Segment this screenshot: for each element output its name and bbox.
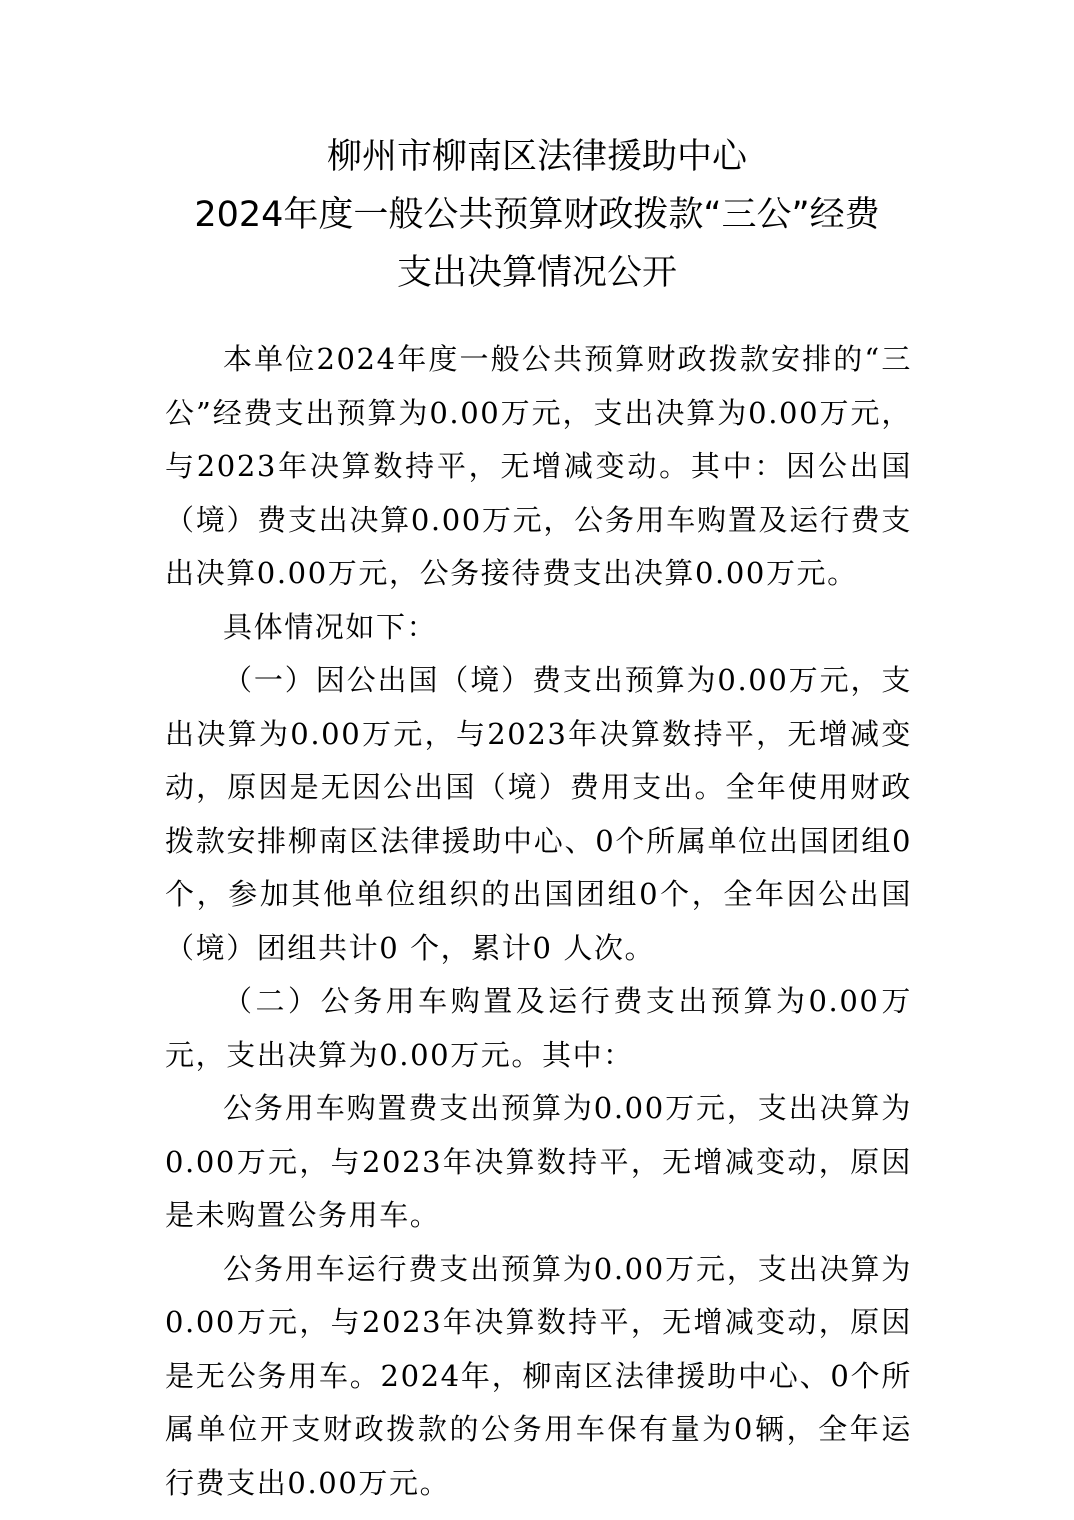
paragraph-vehicle-operation: 公务用车运行费支出预算为0.00万元，支出决算为0.00万元，与2023年决算数持平，无增减变动，原因是无公务用车。2024年，柳南区法律援助中心、0个所属单位开支财政拨款的公务用车保有量为0辆，全年运行费支出0.00万元。: [165, 1251, 912, 1500]
title-line-3: 支出决算情况公开: [396, 253, 677, 293]
title-line-2: 2024年度一般公共预算财政拨款“三公”经费: [194, 195, 880, 235]
title-line-1: 柳州市柳南区法律援助中心: [326, 137, 747, 177]
paragraph-vehicle-purchase: 公务用车购置费支出预算为0.00万元，支出决算为0.00万元，与2023年决算数持平，无增减变动，原因是未购置公务用车。: [165, 1091, 912, 1232]
paragraph-details-intro: 具体情况如下：: [223, 609, 438, 644]
paragraph-vehicle-overview: （二）公务用车购置及运行费支出预算为0.00万元，支出决算为0.00万元。其中：: [165, 984, 912, 1072]
paragraph-overseas-travel: （一）因公出国（境）费支出预算为0.00万元，支出决算为0.00万元，与2023年决算数持平，无增减变动，原因是无因公出国（境）费用支出。全年使用财政拨款安排柳南区法律援助中心、0个所属单位出国团组0个，参加其他单位组织的出国团组0个，全年因公出国（境）团组共计0 个，累计0 人次。: [165, 663, 912, 965]
document-title: [140, 128, 934, 302]
document-body: [165, 333, 912, 1510]
paragraph-summary: 本单位2024年度一般公共预算财政拨款安排的“三公”经费支出预算为0.00万元，支出决算为0.00万元，与2023年决算数持平，无增减变动。其中：因公出国（境）费支出决算0.00万元，公务用车购置及运行费支出决算0.00万元，公务接待费支出决算0.00万元。: [165, 342, 912, 590]
